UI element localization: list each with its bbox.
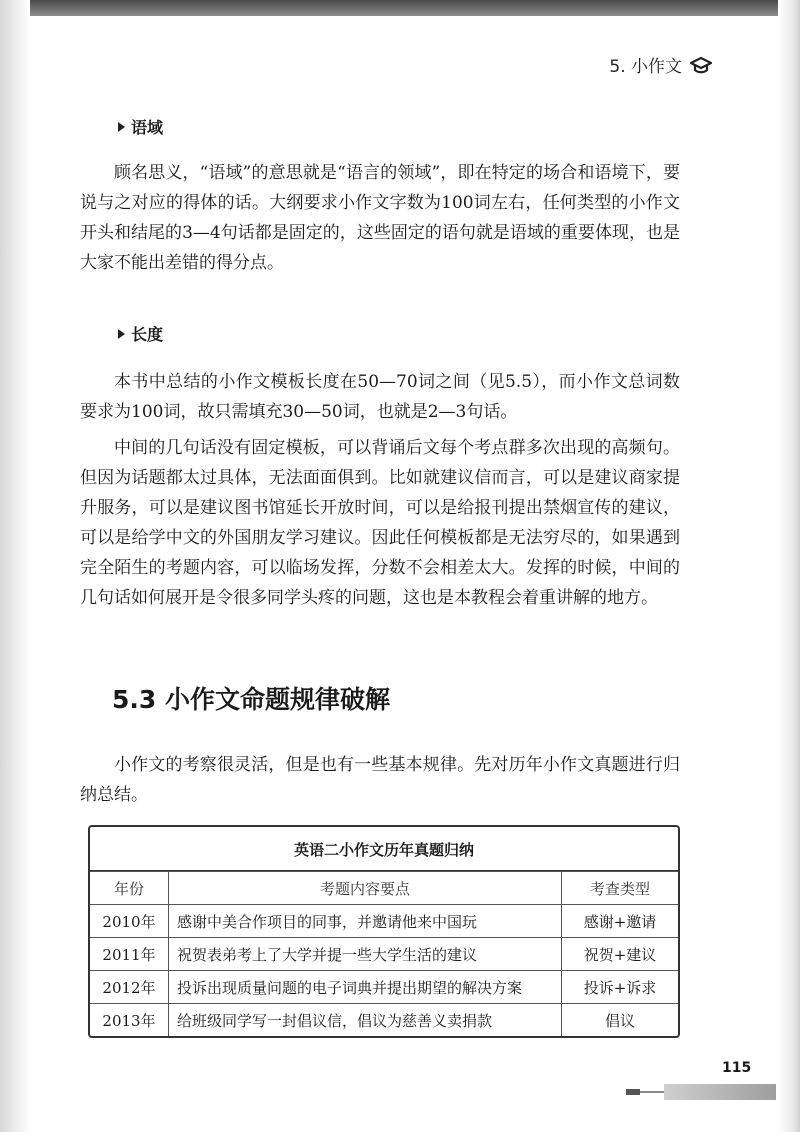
- cell-type: 感谢+邀请: [562, 905, 679, 938]
- cell-content: 感谢中美合作项目的同事，并邀请他来中国玩: [169, 905, 562, 938]
- header-year: 年份: [90, 872, 169, 905]
- bullet-triangle-icon: [118, 329, 125, 339]
- cell-type: 祝贺+建议: [562, 938, 679, 971]
- cell-type: 投诉+诉求: [562, 971, 679, 1004]
- scan-right-edge: [778, 0, 800, 1132]
- table-row: [90, 1004, 678, 1037]
- cell-type: 倡议: [562, 1004, 679, 1037]
- cell-year: 2012年: [90, 971, 169, 1004]
- page-number: 115: [722, 1060, 752, 1076]
- paragraph-register: 顾名思义，“语域”的意思就是“语言的领域”，即在特定的场合和语境下，要说与之对应的得体的话。大纲要求小作文字数为100词左右，任何类型的小作文开头和结尾的3—4句话都是固定的，这些固定的语句就是语域的重要体现，也是大家不能出差错的得分点。: [80, 163, 680, 273]
- table-row: [90, 938, 678, 971]
- table-row: [90, 971, 678, 1004]
- bullet-triangle-icon: [118, 122, 125, 132]
- header-content: 考题内容要点: [169, 872, 562, 905]
- header-type: 考查类型: [562, 872, 679, 905]
- paragraph-length-1: 本书中总结的小作文模板长度在50—70词之间（见5.5），而小作文总词数要求为100词，故只需填充30—50词，也就是2—3句话。: [80, 372, 680, 422]
- graduation-cap-icon: [690, 55, 712, 75]
- cell-year: 2010年: [90, 905, 169, 938]
- summary-table: [88, 825, 680, 1038]
- cell-year: 2013年: [90, 1004, 169, 1037]
- table-caption: 英语二小作文历年真题归纳: [90, 827, 678, 871]
- table-row: [90, 905, 678, 938]
- footer-decoration: [626, 1081, 776, 1103]
- section-title-length: 长度: [118, 322, 163, 345]
- running-header: [609, 52, 712, 77]
- scan-top-edge: [0, 0, 800, 16]
- cell-year: 2011年: [90, 938, 169, 971]
- cell-content: 祝贺表弟考上了大学并提一些大学生活的建议: [169, 938, 562, 971]
- paragraph-length-2: 中间的几句话没有固定模板，可以背诵后文每个考点群多次出现的高频句。但因为话题都太过具体，无法面面俱到。比如就建议信而言，可以是建议商家提升服务，可以是建议图书馆延长开放时间，可以是给报刊提出禁烟宣传的建议，可以是给学中文的外国朋友学习建议。因此任何模板都是无法穷尽的，如果遇到完全陌生的考题内容，可以临场发挥，分数不会相差太大。发挥的时候，中间的几句话如何展开是令很多同学头疼的问题，这也是本教程会着重讲解的地方。: [80, 438, 680, 608]
- table-header-row: [90, 872, 678, 905]
- chapter-heading: 5.3 小作文命题规律破解: [112, 685, 390, 714]
- cell-content: 给班级同学写一封倡议信，倡议为慈善义卖捐款: [169, 1004, 562, 1037]
- section-title-register: 语域: [118, 115, 163, 138]
- cell-content: 投诉出现质量问题的电子词典并提出期望的解决方案: [169, 971, 562, 1004]
- chapter-intro: 小作文的考察很灵活，但是也有一些基本规律。先对历年小作文真题进行归纳总结。: [80, 755, 680, 805]
- scan-left-edge: [0, 0, 30, 1132]
- chapter-label: 5. 小作文: [609, 57, 682, 77]
